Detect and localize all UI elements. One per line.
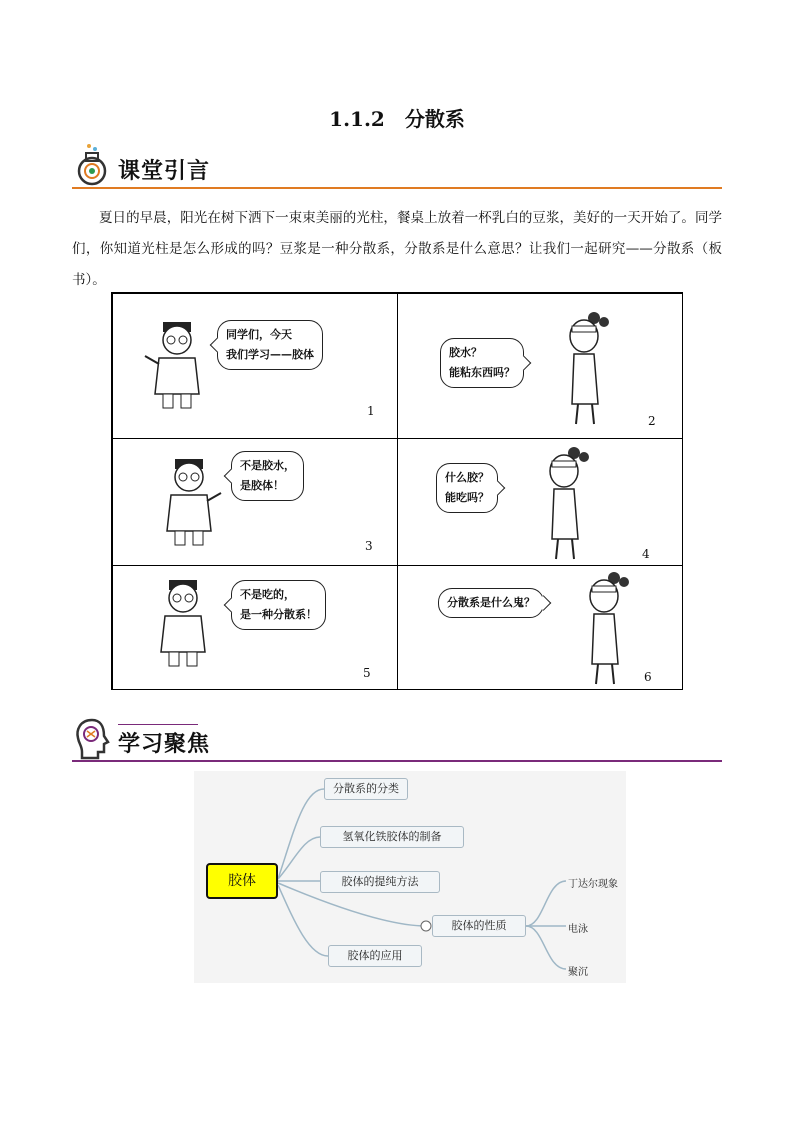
comic-strip <box>111 292 683 690</box>
mind-map-leaf-tyndall: 丁达尔现象 <box>568 879 618 890</box>
speech-bubble-3: 不是胶水， 是胶体！ <box>231 451 304 501</box>
intro-paragraph: 夏日的早晨，阳光在树下洒下一束束美丽的光柱，餐桌上放着一杯乳白的豆浆，美好的一天开始了。同学们，你知道光柱是怎么形成的吗？豆浆是一种分散系，分散系是什么意思？让我们一起研究——分散系（板书）。 <box>72 210 722 288</box>
comic-panel-5 <box>112 565 398 690</box>
panel-number-5: 5 <box>363 666 371 680</box>
section-header-focus <box>72 716 722 762</box>
panel-number-6: 6 <box>644 670 652 684</box>
speech-bubble-6: 分散系是什么鬼？ <box>438 588 544 618</box>
teacher-figure-icon <box>143 574 223 674</box>
panel-number-3: 3 <box>365 539 373 553</box>
comic-panel-4 <box>397 438 683 566</box>
flask-icon <box>72 143 112 187</box>
section-title-focus: 学习聚焦 <box>118 732 211 757</box>
brain-head-icon <box>72 716 112 760</box>
panel-number-4: 4 <box>642 547 650 561</box>
student-figure-icon <box>574 568 634 688</box>
section-header-intro <box>72 143 722 189</box>
mind-map <box>194 771 626 983</box>
mind-map-root: 胶体 <box>206 863 278 899</box>
mind-map-node-applications: 胶体的应用 <box>328 945 422 967</box>
page-title: 1.1.2 分散系 <box>329 107 465 131</box>
panel-number-2: 2 <box>648 414 656 428</box>
section-rule-focus <box>72 760 722 762</box>
comic-panel-1 <box>112 293 398 439</box>
speech-bubble-5: 不是吃的， 是一种分散系！ <box>231 580 326 630</box>
section-rule-intro <box>72 187 722 189</box>
panel-number-1: 1 <box>367 404 375 418</box>
speech-bubble-2: 胶水？ 能粘东西吗？ <box>440 338 524 388</box>
section-accent-line <box>118 724 198 725</box>
teacher-figure-icon <box>149 453 229 553</box>
speech-bubble-4: 什么胶？ 能吃吗？ <box>436 463 498 513</box>
student-figure-icon <box>554 308 614 428</box>
mind-map-node-classification: 分散系的分类 <box>324 778 408 800</box>
teacher-figure-icon <box>137 316 217 416</box>
mind-map-node-purification: 胶体的提纯方法 <box>320 871 440 893</box>
speech-bubble-1: 同学们，今天 我们学习——胶体 <box>217 320 323 370</box>
comic-panel-2 <box>397 293 683 439</box>
mind-map-node-properties: 胶体的性质 <box>432 915 526 937</box>
comic-panel-3 <box>112 438 398 566</box>
mind-map-node-preparation: 氢氧化铁胶体的制备 <box>320 826 464 848</box>
mind-map-leaf-electrophoresis: 电泳 <box>568 924 588 935</box>
section-title-intro: 课堂引言 <box>118 159 211 184</box>
mind-map-leaf-coagulation: 聚沉 <box>568 967 588 978</box>
student-figure-icon <box>534 443 594 563</box>
comic-panel-6 <box>397 565 683 690</box>
